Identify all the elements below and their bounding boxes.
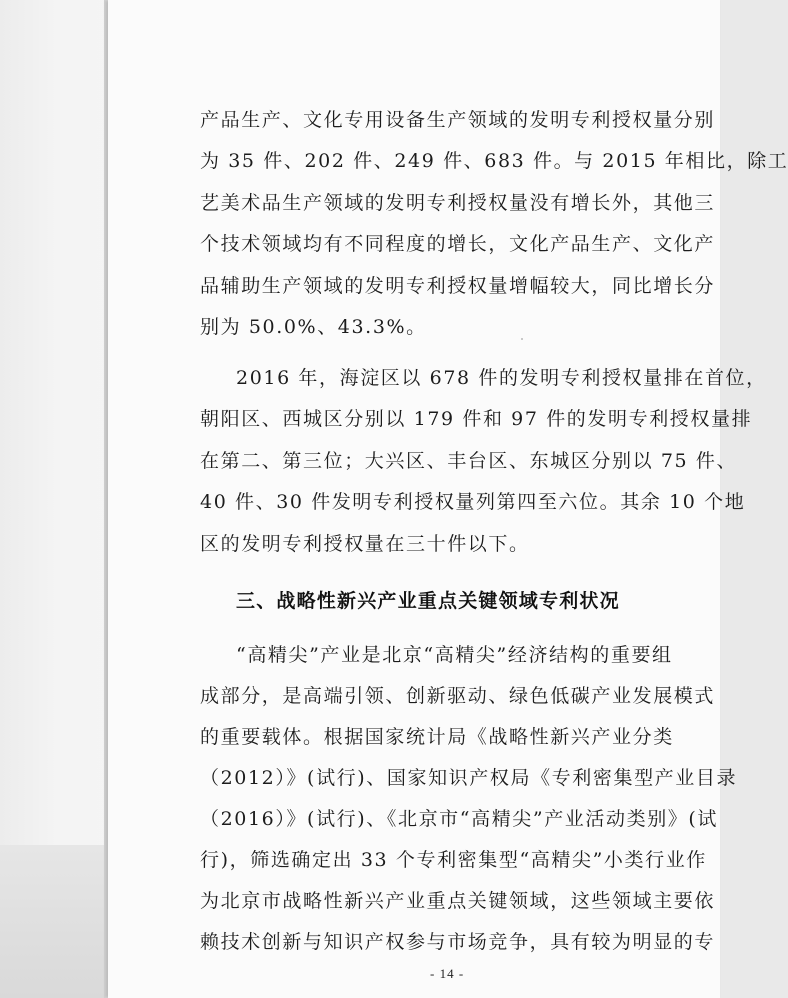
text-line: 艺美术品生产领域的发明专利授权量没有增长外，其他三 xyxy=(200,192,716,214)
section-heading: 三、战略性新兴产业重点关键领域专利状况 xyxy=(236,590,620,612)
text-line: 赖技术创新与知识产权参与市场竞争，具有较为明显的专 xyxy=(200,931,716,953)
scan-speck xyxy=(521,338,523,340)
text-line: 成部分，是高端引领、创新驱动、绿色低碳产业发展模式 xyxy=(200,685,716,707)
text-line: 的重要载体。根据国家统计局《战略性新兴产业分类 xyxy=(200,726,674,748)
text-line: 在第二、第三位；大兴区、丰台区、东城区分别以 75 件、 xyxy=(200,450,738,472)
text-line: 40 件、30 件发明专利授权量列第四至六位。其余 10 个地 xyxy=(200,491,746,513)
text-line: 区的发明专利授权量在三十件以下。 xyxy=(200,533,530,555)
text-line: 行)，筛选确定出 33 个专利密集型“高精尖”小类行业作 xyxy=(200,849,707,871)
text-line: （2016）》(试行)、《北京市“高精尖”产业活动类别》(试 xyxy=(200,808,719,830)
text-line: 个技术领域均有不同程度的增长，文化产品生产、文化产 xyxy=(200,233,716,255)
text-line: 为北京市战略性新兴产业重点关键领域，这些领域主要依 xyxy=(200,890,716,912)
text-line: 产品生产、文化专用设备生产领域的发明专利授权量分别 xyxy=(200,109,716,131)
page-shadow-fold xyxy=(0,845,108,998)
text-line: 2016 年，海淀区以 678 件的发明专利授权量排在首位， xyxy=(236,367,767,389)
page-number: - 14 - xyxy=(430,966,465,981)
text-line: 品辅助生产领域的发明专利授权量增幅较大，同比增长分 xyxy=(200,275,716,297)
text-line: 为 35 件、202 件、249 件、683 件。与 2015 年相比，除工 xyxy=(200,150,788,172)
text-line: “高精尖”产业是北京“高精尖”经济结构的重要组 xyxy=(236,644,673,666)
text-line: 朝阳区、西城区分别以 179 件和 97 件的发明专利授权量排 xyxy=(200,408,753,430)
text-line: （2012）》(试行)、国家知识产权局《专利密集型产业目录 xyxy=(200,767,738,789)
text-line: 别为 50.0%、43.3%。 xyxy=(200,316,427,338)
